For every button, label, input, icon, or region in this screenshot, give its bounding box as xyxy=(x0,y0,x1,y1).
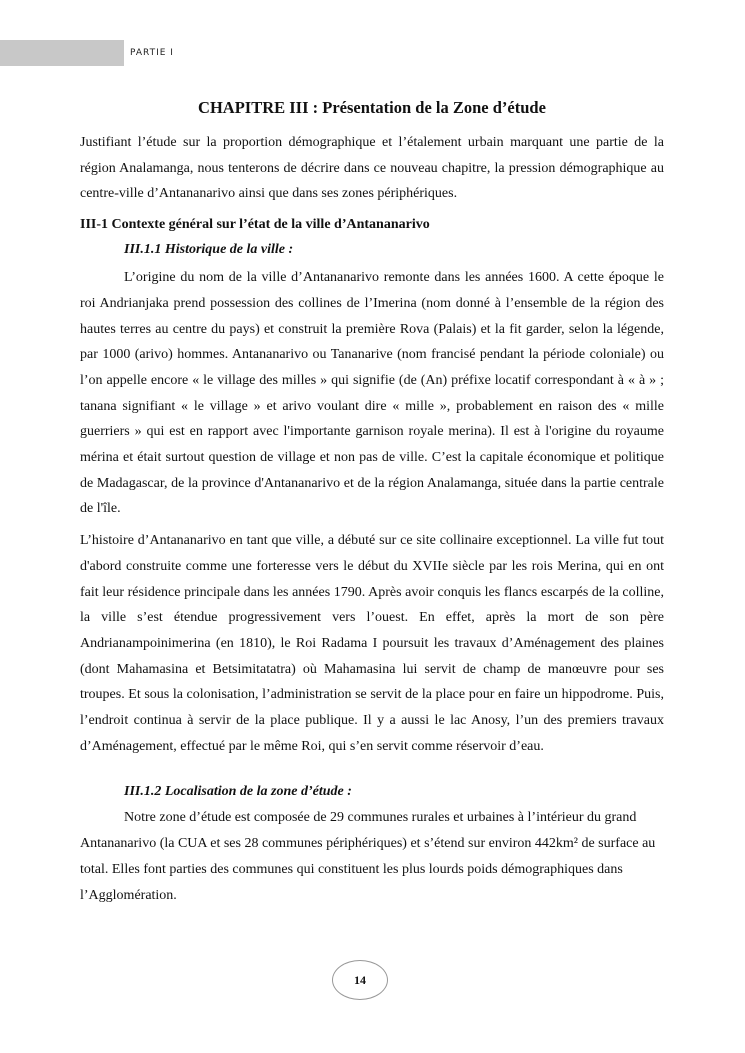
historique-paragraph-1: L’origine du nom de la ville d’Antananarivo remonte dans les années 1600. A cette époque le roi Andrianjaka prend possession des collines de l’Imerina (nom donné à l’ensemble de la région des hautes terres au centre du pays) et construit la première Rova (Palais) et la fit garder, selon la légende, par 1000 (arivo) hommes. Antananarivo ou Tananarive (nom francisé pendant la période coloniale) ou l’on appelle encore « le village des milles » qui signifie (de (An) préfixe locatif correspondant à « à » ; tanana signifiant « le village » et arivo voulant dire « mille », probablement en raison des « mille guerriers » qui est en rapport avec l'importante garnison royale merina). Il est à l'origine du royaume mérina et était surtout question de village et non pas de ville. C’est la capitale économique et politique de Madagascar, de la province d'Antananarivo et de la région Analamanga, située dans la partie centrale de l'île. xyxy=(80,270,664,517)
localisation-paragraph: Notre zone d’étude est composée de 29 communes rurales et urbaines à l’intérieur du grand Antananarivo (la CUA et ses 28 communes périphériques) et s’étend sur environ 442km² de surface au total. Elles font parties des communes qui constituent les plus lourds poids démographiques dans l’Agglomération. xyxy=(80,810,656,903)
chapter-title: CHAPITRE III : Présentation de la Zone d’étude xyxy=(198,98,546,117)
part-label: PARTIE I xyxy=(130,48,174,58)
historique-paragraph-2: L’histoire d’Antananarivo en tant que ville, a débuté sur ce site collinaire exceptionnel. La ville fut tout d'abord construite comme une forteresse vers le début du XVIIe siècle par les rois Merina, qui en ont fait leur résidence principale dans les années 1790. Après avoir conquis les flancs escarpés de la colline, la ville s’est étendue progressivement vers l’ouest. En effet, après la mort de son père Andrianampoinimerina (en 1810), le Roi Radama I poursuit les travaux d’Aménagement des plaines (dont Mahamasina et Betsimitatatra) où Mahamasina lui servit de champ de manœuvre pour ses troupes. Et sous la colonisation, l’administration se servit de la place pour en faire un hippodrome. Puis, l’endroit continua à servir de la place publique. Il y a aussi le lac Anosy, l’un des premiers travaux d’Aménagement, effectué par le même Roi, qui s’en servit comme réservoir d’eau. xyxy=(80,533,664,754)
page-content xyxy=(80,97,664,908)
intro-paragraph: Justifiant l’étude sur la proportion démographique et l’étalement urbain marquant une partie de la région Analamanga, nous tenterons de décrire dans ce nouveau chapitre, la pression démographique au centre-ville d’Antananarivo ainsi que dans ses zones périphériques. xyxy=(80,135,664,202)
header-bar xyxy=(0,40,124,66)
subsection-title-localisation: III.1.2 Localisation de la zone d’étude : xyxy=(124,784,352,800)
section-title: III-1 Contexte général sur l’état de la ville d’Antananarivo xyxy=(80,217,430,233)
subsection-title-historique: III.1.1 Historique de la ville : xyxy=(124,242,294,258)
page-number: 14 xyxy=(332,960,388,1000)
